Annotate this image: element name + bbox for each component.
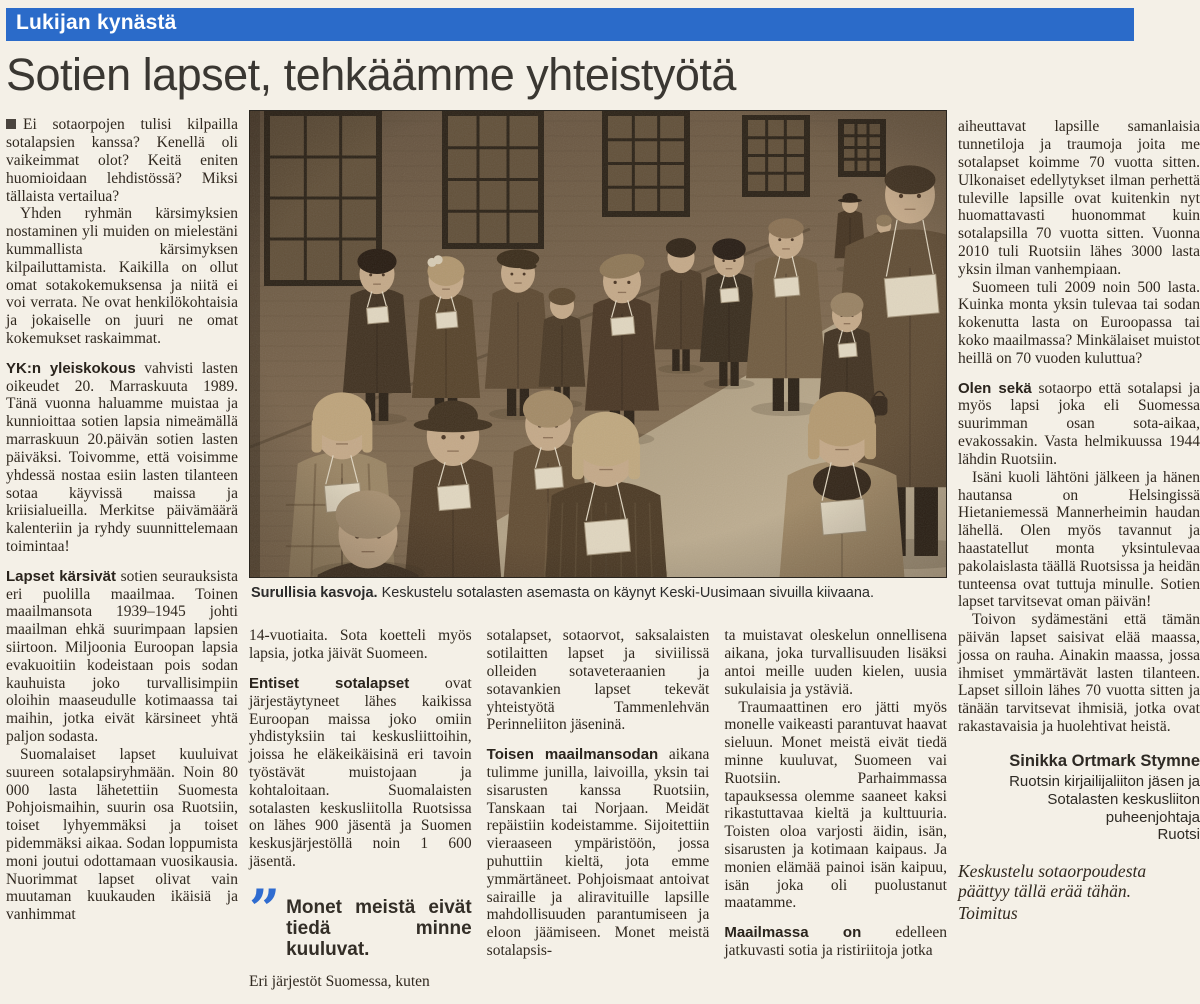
photo-illustration [250, 111, 946, 577]
article-column-3 [487, 627, 710, 990]
body-paragraph: Traumaattinen ero jätti myös monelle vaikeasti parantuvat haavat sieluun. Monet meistä eivät tiedä minne kuuluvat, Suomeen vai Ruotsiin. Parhaimmassa tapauksessa olemme saaneet kaksi rikastuttavaa kieltä ja kulttuuria. Toisten oloa varjosti äidin, isän, sisarusten ja kotimaan kaipaus. Ja monien elämää painoi isän kaipuu, isän joka oli puolustanut maatamme. [724, 698, 947, 912]
paragraph-lead: Maailmassa on [724, 924, 862, 942]
article-center-columns [249, 627, 947, 990]
author-credential-line: puheenjohtaja [1105, 808, 1200, 826]
paragraph-lead: Toisen maailmansodan [486, 746, 659, 764]
body-paragraph: Toivon sydämestäni että tämän päivän lapset saisivat elää maassa, jossa on rauha. Ainakin maassa, jossa ihmiset ymmärtävät lasten tilanteen. Lapset silloin lähes 70 vuotta sitten ja tänään tarvitsevat ihmisiä, jotka ovat rakastavaisia ja huolehtivat heistä. [958, 611, 1200, 736]
body-paragraph: Toisen maailmansodan aikana tulimme junilla, laivoilla, yksin tai sisarusten kanssa Ruotsiin, Tanskaan tai Norjaan. Meidät repäistiin kodeistamme. Sijoitettiin vieraaseen ympäristöön, jossa puhuttiin kieltä, jota emme ymmärtäneet. Pohjoismaat antoivat sairaille ja aliravituille lapsille mahdollisuuden parantumiseen ja eloon jäämiseen. Monet meistä sotalapsis- [486, 746, 710, 960]
paragraph-lead: Lapset kärsivät [6, 567, 116, 585]
body-paragraph: ta muistavat oleskelun onnellisena aikana, joka turvallisuuden lisäksi antoi meille uuden kielen, uusia sukulaisia ja ystäviä. [724, 627, 947, 698]
article-column-right [958, 110, 1200, 923]
author-signature [958, 752, 1200, 844]
section-banner-label: Lukijan kynästä [16, 11, 177, 34]
body-paragraph: 14-vuotiaita. Sota koetteli myös lapsia, jotka jäivät Suomeen. [249, 627, 472, 663]
paragraph-lead: Entiset sotalapset [249, 674, 410, 692]
body-paragraph: YK:n yleiskokous vahvisti lasten oikeudet 20. Marraskuuta 1989. Tänä vuonna haluamme muistaa ja kunnioittaa sotien lapsia nimeämällä marraskuun 20.päivän sotien lasten päiväksi. Toivomme, että voisimme yhdessä nostaa esiin lasten tilanteen sotaa käyvissä maissa ja kriisialueilla. Merkitse päivämäärä kalenteriin ja ryhdy suunnittelemaan toimintaa! [6, 359, 238, 555]
quote-icon: ” [249, 876, 281, 941]
body-paragraph: Suomeen tuli 2009 noin 500 lasta. Kuinka monta yksin tulevaa tai sodan kokenutta lasta on Euroopassa tai koko maailmassa? Minkälaiset muistot heillä on 70 vuoden kuluttua? [958, 278, 1200, 367]
body-paragraph: Yhden ryhmän kärsimyksien nostaminen yli muiden on mielestäni kummallista kärsimyksen kilpailuttamista. Kaikilla on ollut omat sotakokemuksensa ja niitä ei voi verrata. Ne ovat henkilökohtaisia ja jokaiselle on juuri ne omat kokemukset raskaimmat. [6, 205, 238, 347]
body-paragraph: aiheuttavat lapsille samanlaisia tunnetiloja ja traumoja joita me sotalapset koimme 70 vuotta sitten. Ulkonaiset edellytykset ilman perhettä tuleville lapsille ovat kuitenkin nyt huomattavasti huonommat kuin sotalapsilla 70 vuotta sitten. Vuonna 2010 tuli Ruotsiin lähes 3000 lasta yksin ilman vanhempiaan. [958, 118, 1200, 278]
article-content [6, 110, 1198, 990]
body-paragraph: Eri järjestöt Suomessa, kuten [249, 972, 430, 990]
photo-caption-lead: Surullisia kasvoja. [251, 585, 378, 602]
editor-note-text: Keskustelu sotaorpoudesta päättyy tällä erää tähän. [958, 861, 1147, 901]
paragraph-lead: YK:n yleiskokous [6, 359, 136, 377]
author-credential-line: Ruotsi [1157, 826, 1200, 844]
body-paragraph: Maailmassa on edelleen jatkuvasti sotia ja ristiriitoja jotka [724, 924, 947, 960]
article-column-left [6, 110, 238, 924]
body-paragraph: Isäni kuoli lähtöni jälkeen ja hänen hautansa on Helsingissä Hietaniemessä Mannerheimin haudan lähellä. Olen myös tavannut ja haastatellut monta yksintulevaa pakolaislasta täällä Ruotsissa ja heidän tunteensa ovat tuttuja minulle. Sotien lapset tarvitsevat oman päivän! [958, 468, 1200, 611]
paragraph-lead: Olen sekä [958, 379, 1032, 397]
pull-quote-text: Monet meistä eivät tiedä minne kuuluvat. [286, 896, 472, 961]
article-center [249, 110, 947, 990]
article-column-2 [249, 627, 472, 990]
body-paragraph: Ei sotaorpojen tulisi kilpailla sotalapsien kanssa? Kenellä oli vaikeimmat olot? Keitä eniten huomioidaan lehdistössä? Miksi tällaista vertailua? [6, 116, 238, 205]
paragraph-bullet-icon [6, 119, 16, 129]
photo [249, 110, 947, 578]
body-paragraph: sotalapset, sotaorvot, saksalaisten sotilaitten lapset ja siviilissä olleiden sotaveteraanien ja sotavankien lapset tekevät yhteistyötä Tammenlehvän Perinneliiton jäseninä. [486, 627, 710, 734]
article-photo-figure [249, 110, 947, 601]
page-title: Sotien lapset, tehkäämme yhteistyötä [6, 49, 736, 100]
editor-signoff: Toimitus [958, 902, 1018, 923]
author-name: Sinikka Ortmark Stymne [1009, 751, 1200, 770]
body-paragraph: Olen sekä sotaorpo että sotalapsi ja myös lapsi joka eli Suomessa suurimman osan sota-aikaa, evakossakin. Vasta helmikuussa 1944 lähdin Ruotsiin. [958, 379, 1200, 468]
body-paragraph: Suomalaiset lapset kuuluivat suureen sotalapsiryhmään. Noin 80 000 lasta lähetettiin Suomesta Pohjoismaihin, suurin osa Ruotsiin, toiset lyhyemmäksi ja toiset pidemmäksi aikaa. Sodan loppumista moni joutui odottamaan vuosikausia. Nuorimmat lapset olivat vain muutaman kuukauden ikäisiä ja vanhimmat [6, 745, 238, 924]
article-column-4 [724, 627, 947, 990]
body-paragraph: Lapset kärsivät sotien seurauksista eri puolilla maailmaa. Toinen maailmansota 1939–1945 johti maailman ehkä suurimpaan lapsien siirtoon. Miljoonia Euroopan lapsia evakuoitiin kodeistaan pois sodan kauhuista joko turvallisimpiin oloihin maaseudulle kotimaassa tai maihin, jotka eivät kärsineet yhtä paljon sodasta. [6, 567, 238, 746]
photo-caption-text: Keskustelu sotalasten asemasta on käynyt Keski-Uusimaan sivuilla kiivaana. [377, 585, 875, 602]
section-banner [6, 8, 1134, 41]
author-credential-line: Sotalasten keskusliiton [1047, 791, 1200, 809]
pull-quote [249, 876, 472, 961]
newspaper-page [0, 8, 1200, 1004]
editor-note [958, 862, 1200, 923]
photo-caption [251, 585, 947, 601]
author-credential-line: Ruotsin kirjailijaliiton jäsen ja [1009, 773, 1200, 791]
body-paragraph: Entiset sotalapset ovat järjestäytyneet lähes kaikissa Euroopan maissa joko omiin yhdistyksiin tai keskusliittoihin, joissa he eläkeikäisinä eri tavoin työstävät muistojaan ja kohtaloitaan. Suomalaisten sotalasten keskusliitolla Ruotsissa on lähes 900 jäsentä ja Suomen keskusjärjestöllä noin 1 600 jäsentä. [249, 674, 472, 870]
